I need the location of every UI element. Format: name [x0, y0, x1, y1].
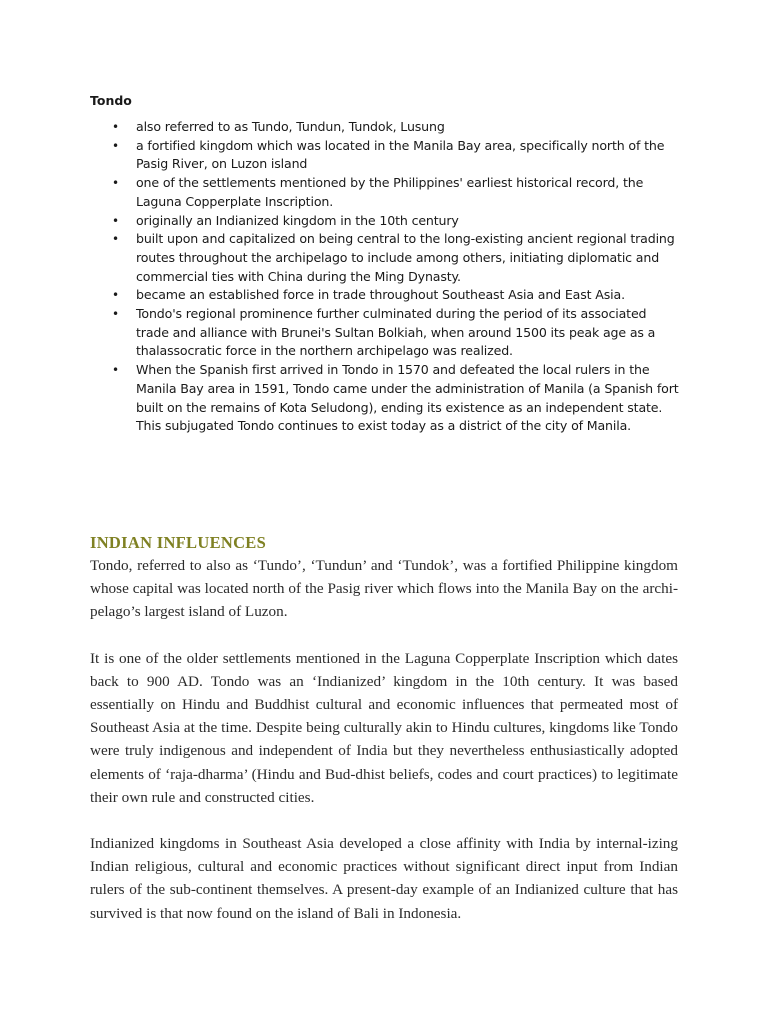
- bullet-text: originally an Indianized kingdom in the 10th century: [136, 212, 459, 228]
- list-item: [90, 230, 680, 286]
- paragraph: Indianized kingdoms in Southeast Asia developed a close affinity with India by internal-izing Indian religious, cultural and economic practices without significant direct input from Indian rulers of the sub-continent themselves. A present-day example of an Indianized culture that has survived is that now found on the island of Bali in Indonesia.: [90, 835, 678, 922]
- bullet-marker: •: [112, 232, 119, 247]
- list-item: [90, 305, 680, 361]
- list-item: [90, 212, 680, 231]
- bullet-text: When the Spanish first arrived in Tondo in 1570 and defeated the local rulers in the Manila Bay area in 1591, Tondo came under the administration of Manila (a Spanish fort built on the remains of Kota Seludong), ending its existence as an independent state. This subjugated Tondo continues to exist today as a district of the city of Manila.: [136, 362, 679, 434]
- bullet-marker: •: [112, 288, 119, 303]
- paragraph: It is one of the older settlements mentioned in the Laguna Copperplate Inscription which dates back to 900 AD. Tondo was an ‘Indianized’ kingdom in the 10th century. It was based essentially on Hindu and Buddhist cultural and economic influences that permeated most of Southeast Asia at the time. Despite being culturally akin to Hindu cultures, kingdoms like Tondo were truly indigenous and independent of India but they nevertheless enthusiastically adopted elements of ‘raja-dharma’ (Hindu and Bud-dhist beliefs, codes and court practices) to legitimate their own rule and constructed cities.: [90, 649, 678, 806]
- bullet-text: Tondo's regional prominence further culminated during the period of its associated trade and alliance with Brunei's Sultan Bolkiah, when around 1500 its peak age as a thalassocratic force in the northern archipelago was realized.: [136, 306, 656, 359]
- tondo-bullet-list: [90, 118, 680, 436]
- bullet-text: also referred to as Tundo, Tundun, Tundok, Lusung: [136, 119, 445, 134]
- list-item: [90, 286, 680, 305]
- tondo-heading: Tondo: [90, 93, 132, 108]
- list-item: [90, 118, 680, 137]
- paragraph: Tondo, referred to also as ‘Tundo’, ‘Tundun’ and ‘Tundok’, was a fortified Philippine kingdom whose capital was located north of the Pasig river which flows into the Manila Bay on the archi-pelago’s largest island of Luzon.: [90, 557, 678, 621]
- section-title: INDIAN INFLUENCES: [90, 533, 267, 552]
- bullet-marker: •: [112, 307, 119, 322]
- list-item: [90, 361, 680, 436]
- list-item: [90, 137, 680, 174]
- bullet-text: one of the settlements mentioned by the Philippines' earliest historical record, the Laguna Copperplate Inscription.: [136, 175, 644, 209]
- bullet-marker: •: [112, 120, 119, 134]
- bullet-marker: •: [112, 363, 119, 378]
- indian-influences-section: [90, 532, 678, 948]
- bullet-text: a fortified kingdom which was located in the Manila Bay area, specifically north of the Pasig River, on Luzon island: [136, 137, 665, 172]
- bullet-marker: •: [112, 138, 119, 153]
- bullet-text: became an established force in trade throughout Southeast Asia and East Asia.: [136, 287, 625, 303]
- bullet-marker: •: [112, 176, 119, 191]
- tondo-summary-section: [90, 93, 680, 436]
- bullet-text: built upon and capitalized on being central to the long-existing ancient regional trading routes throughout the archipelago to include among others, initiating diplomatic and commercial ties with China during the Ming Dynasty.: [136, 231, 675, 284]
- bullet-marker: •: [112, 213, 119, 228]
- list-item: [90, 174, 680, 211]
